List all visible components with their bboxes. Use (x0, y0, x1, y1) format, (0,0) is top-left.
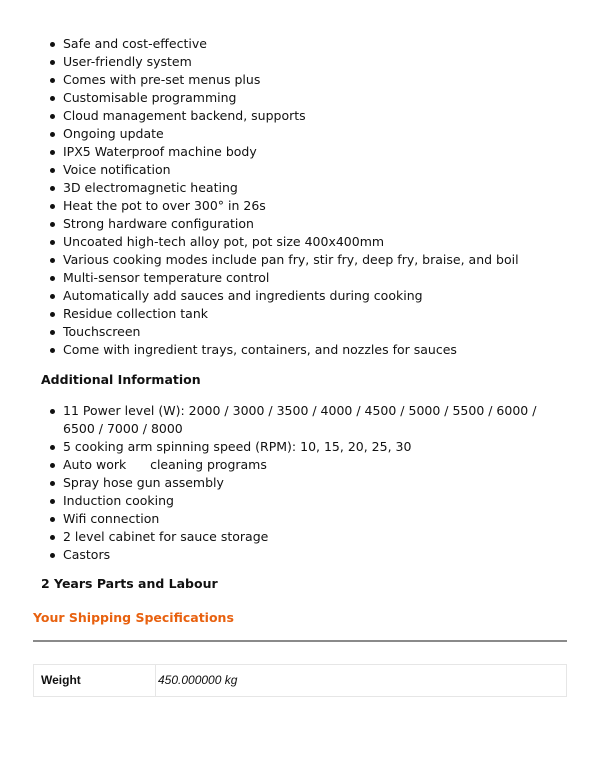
warranty-heading: 2 Years Parts and Labour (41, 576, 218, 591)
additional-info-heading: Additional Information (41, 372, 201, 387)
list-item: 3D electromagnetic heating (48, 179, 558, 197)
list-item: Cloud management backend, supports (48, 107, 558, 125)
list-item: IPX5 Waterproof machine body (48, 143, 558, 161)
weight-value: 450.000000 kg (156, 665, 567, 696)
features-list (48, 35, 558, 359)
list-item: User-friendly system (48, 53, 558, 71)
list-item: Ongoing update (48, 125, 558, 143)
list-item: Voice notification (48, 161, 558, 179)
divider (33, 640, 567, 642)
list-item: 5 cooking arm spinning speed (RPM): 10, 15, 20, 25, 30 (48, 438, 558, 456)
list-item: Various cooking modes include pan fry, stir fry, deep fry, braise, and boil (48, 251, 558, 269)
shipping-specs-title: Your Shipping Specifications (33, 610, 234, 625)
list-item: Safe and cost-effective (48, 35, 558, 53)
list-item: Spray hose gun assembly (48, 474, 558, 492)
list-item: 11 Power level (W): 2000 / 3000 / 3500 / 4000 / 4500 / 5000 / 5500 / 6000 / 6500 / 7000 / 8000 (48, 402, 558, 438)
list-item: Castors (48, 546, 558, 564)
list-item: Come with ingredient trays, containers, and nozzles for sauces (48, 341, 558, 359)
list-item: Multi-sensor temperature control (48, 269, 558, 287)
list-item: 2 level cabinet for sauce storage (48, 528, 558, 546)
list-item: Strong hardware configuration (48, 215, 558, 233)
list-item: Comes with pre-set menus plus (48, 71, 558, 89)
list-item: Wifi connection (48, 510, 558, 528)
additional-info-list (48, 402, 558, 564)
list-item: Induction cooking (48, 492, 558, 510)
list-item: Customisable programming (48, 89, 558, 107)
weight-label: Weight (33, 665, 156, 696)
list-item: Heat the pot to over 300° in 26s (48, 197, 558, 215)
list-item: Automatically add sauces and ingredients during cooking (48, 287, 558, 305)
list-item: Auto work cleaning programs (48, 456, 558, 474)
shipping-specs-table (33, 664, 567, 697)
list-item: Uncoated high-tech alloy pot, pot size 400x400mm (48, 233, 558, 251)
list-item: Touchscreen (48, 323, 558, 341)
list-item: Residue collection tank (48, 305, 558, 323)
